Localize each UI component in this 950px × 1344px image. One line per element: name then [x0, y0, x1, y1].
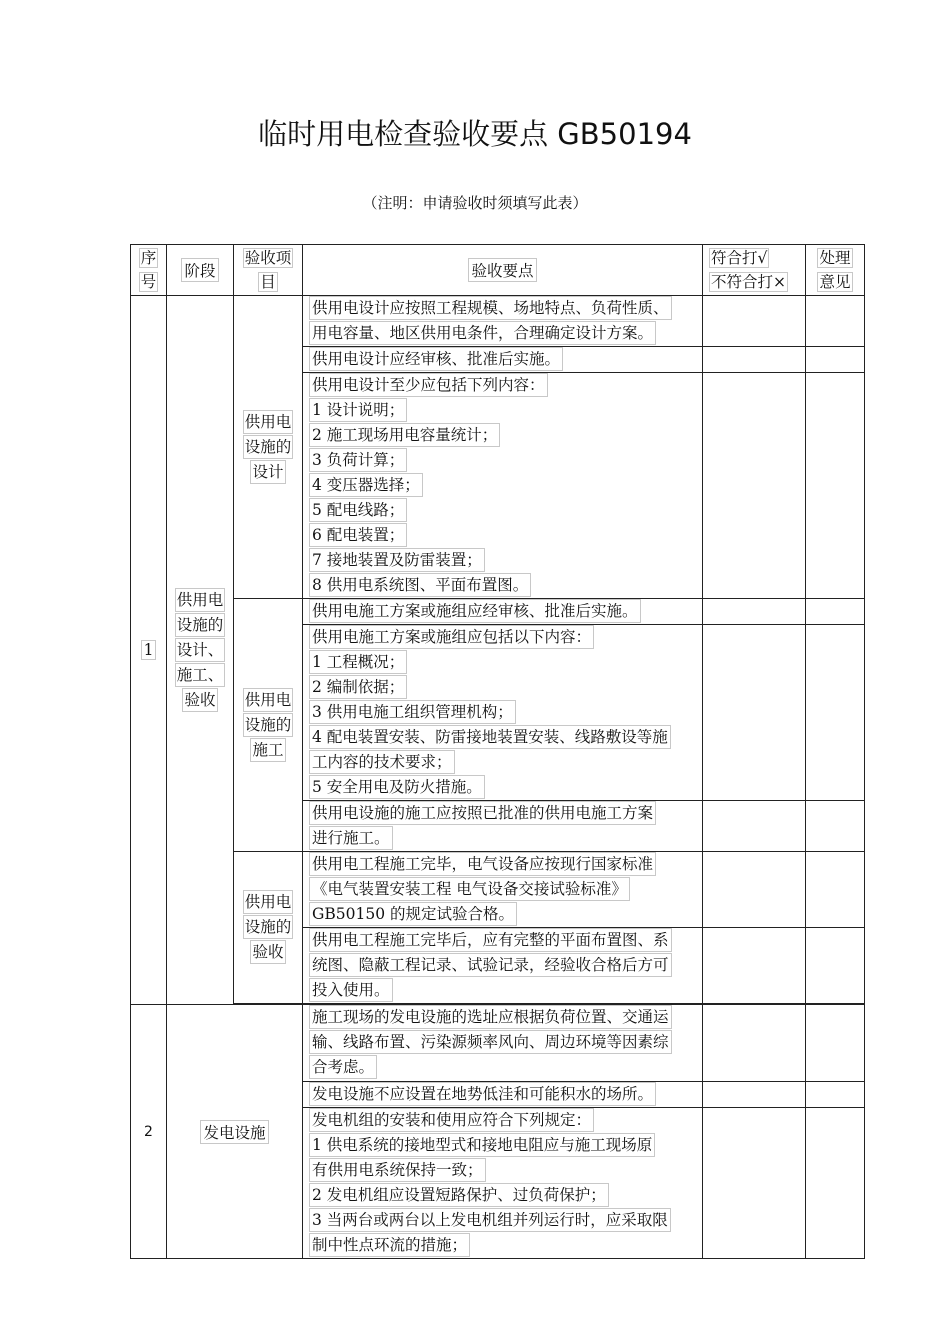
handle-cell[interactable] — [806, 1108, 865, 1259]
table-row — [131, 1005, 865, 1082]
power-point-2: 发电设施不应设置在地势低洼和可能积水的场所。 — [303, 1082, 703, 1108]
section2-stage: 发电设施 — [167, 1005, 303, 1259]
construction-point-2: 供用电施工方案或施组应包括以下内容： 1 工程概况； 2 编制依据； 3 供用电施工组织管理机构； 4 配电装置安装、防雷接地装置安装、线路敷设等施 工内容的技术要求； 5 安全用电及防火措施。 — [303, 625, 703, 801]
conform-cell[interactable] — [703, 1108, 806, 1259]
header-conform: 符合打√ 不符合打× — [703, 245, 806, 296]
acceptance-point-2: 供用电工程施工完毕后，应有完整的平面布置图、系 统图、隐蔽工程记录、试验记录，经验收合格后方可 投入使用。 — [303, 928, 703, 1004]
handle-cell[interactable] — [806, 347, 865, 373]
item-design: 供用电 设施的 设计 — [234, 296, 303, 599]
handle-cell[interactable] — [806, 599, 865, 625]
header-item: 验收项 目 — [234, 245, 303, 296]
handle-cell[interactable] — [806, 1005, 865, 1082]
table-row — [131, 599, 865, 625]
conform-cell[interactable] — [703, 928, 806, 1004]
handle-cell[interactable] — [806, 296, 865, 347]
handle-cell[interactable] — [806, 625, 865, 801]
construction-point-1: 供用电施工方案或施组应经审核、批准后实施。 — [303, 599, 703, 625]
conform-cell[interactable] — [703, 599, 806, 625]
conform-cell[interactable] — [703, 801, 806, 852]
section1-seq: 1 — [131, 296, 167, 1005]
section1-stage: 供用电 设施的 设计、 施工、 验收 — [167, 296, 234, 1005]
handle-cell[interactable] — [806, 801, 865, 852]
handle-cell[interactable] — [806, 373, 865, 599]
header-stage: 阶段 — [167, 245, 234, 296]
conform-cell[interactable] — [703, 625, 806, 801]
design-point-1: 供用电设计应按照工程规模、场地特点、负荷性质、 用电容量、地区供用电条件，合理确定设计方案。 — [303, 296, 703, 347]
conform-cell[interactable] — [703, 347, 806, 373]
acceptance-point-1: 供用电工程施工完毕，电气设备应按现行国家标准 《电气装置安装工程 电气设备交接试验标准》 GB50150 的规定试验合格。 — [303, 852, 703, 928]
handle-cell[interactable] — [806, 852, 865, 928]
conform-cell[interactable] — [703, 296, 806, 347]
header-handle: 处理 意见 — [806, 245, 865, 296]
power-point-3: 发电机组的安装和使用应符合下列规定： 1 供电系统的接地型式和接地电阻应与施工现场原 有供用电系统保持一致； 2 发电机组应设置短路保护、过负荷保护； 3 当两台或两台以上发电机组并列运行时，应采取限 制中性点环流的措施； — [303, 1108, 703, 1259]
section2-seq: 2 — [131, 1005, 167, 1259]
header-points: 验收要点 — [303, 245, 703, 296]
page-title: 临时用电检查验收要点 GB50194 — [258, 117, 692, 151]
design-point-2: 供用电设计应经审核、批准后实施。 — [303, 347, 703, 373]
conform-cell[interactable] — [703, 1082, 806, 1108]
handle-cell[interactable] — [806, 1082, 865, 1108]
handle-cell[interactable] — [806, 928, 865, 1004]
header-seq: 序 号 — [131, 245, 167, 296]
power-point-1: 施工现场的发电设施的选址应根据负荷位置、交通运 输、线路布置、污染源频率风向、周边环境等因素综 合考虑。 — [303, 1005, 703, 1082]
construction-point-3: 供用电设施的施工应按照已批准的供用电施工方案 进行施工。 — [303, 801, 703, 852]
item-acceptance: 供用电 设施的 验收 — [234, 852, 303, 1004]
table-row — [131, 852, 865, 928]
table-row — [131, 296, 865, 347]
conform-cell[interactable] — [703, 1005, 806, 1082]
conform-cell[interactable] — [703, 373, 806, 599]
design-point-3: 供用电设计至少应包括下列内容： 1 设计说明； 2 施工现场用电容量统计； 3 负荷计算； 4 变压器选择； 5 配电线路； 6 配电装置； 7 接地装置及防雷装置； 8 供用电系统图、平面布置图。 — [303, 373, 703, 599]
conform-cell[interactable] — [703, 852, 806, 928]
item-construction: 供用电 设施的 施工 — [234, 599, 303, 852]
form-note: （注明：申请验收时须填写此表） — [362, 194, 588, 212]
header-row — [131, 245, 865, 296]
acceptance-table — [130, 244, 865, 1259]
